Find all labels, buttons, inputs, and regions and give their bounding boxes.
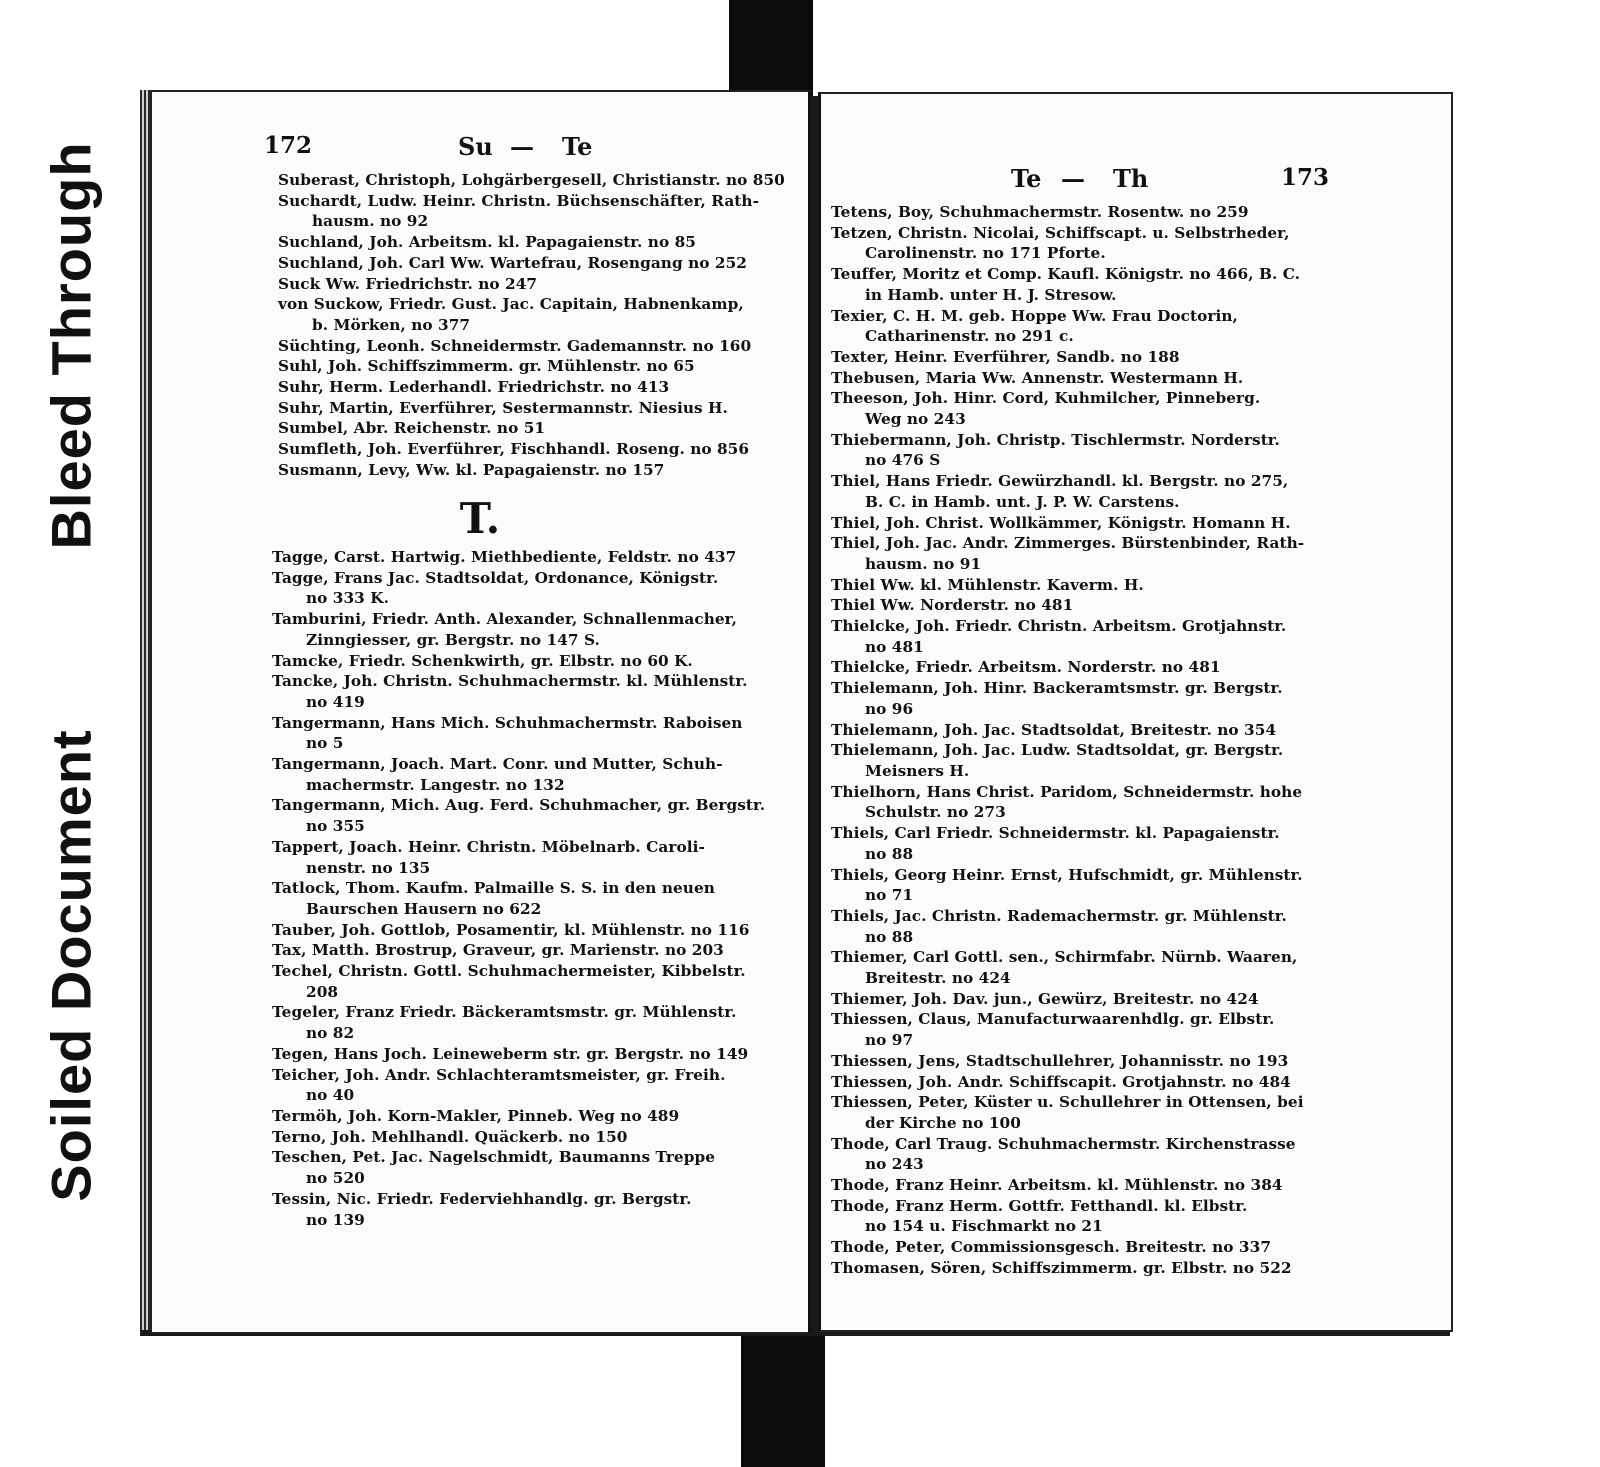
entry-first-line: Thielcke, Joh. Friedr. Christn. Arbeitsm. Grotjahnstr. [831, 617, 1287, 636]
right-running-head [821, 134, 1451, 193]
entry-first-line: von Suckow, Friedr. Gust. Jac. Capitain, Habnenkamp, [278, 295, 744, 314]
entry-first-line: Thiel, Hans Friedr. Gewürzhandl. kl. Bergstr. no 275, [831, 472, 1289, 491]
directory-entry [831, 1175, 1304, 1196]
directory-entry [831, 388, 1304, 429]
directory-entry [831, 720, 1304, 741]
entry-first-line: Tagge, Frans Jac. Stadtsoldat, Ordonance, Königstr. [272, 568, 719, 587]
entry-continuation: b. Mörken, no 377 [312, 315, 471, 334]
entry-first-line: Thomasen, Sören, Schiffszimmerm. gr. Elbstr. no 522 [831, 1258, 1292, 1277]
entry-first-line: Thiels, Georg Heinr. Ernst, Hufschmidt, gr. Mühlenstr. [831, 865, 1303, 884]
entry-first-line: Suberast, Christoph, Lohgärbergesell, Christianstr. no 850 [278, 171, 785, 189]
entry-first-line: Tessin, Nic. Friedr. Federviehhandlg. gr. Bergstr. [272, 1189, 692, 1208]
entry-first-line: Thiessen, Claus, Manufacturwaarenhdlg. gr. Elbstr. [831, 1010, 1275, 1029]
directory-entry [278, 356, 785, 377]
entry-continuation: no 520 [306, 1169, 365, 1188]
entry-first-line: Thiebermann, Joh. Christp. Tischlermstr. Norderstr. [831, 430, 1280, 449]
entry-continuation: Baurschen Hausern no 622 [306, 899, 542, 918]
left-entries-t [272, 547, 765, 1230]
entry-first-line: Tauber, Joh. Gottlob, Posamentir, kl. Mühlenstr. no 116 [272, 920, 750, 939]
entry-first-line: Suhr, Herm. Lederhandl. Friedrichstr. no 413 [278, 378, 670, 397]
directory-entry [831, 906, 1304, 947]
entry-first-line: Tangermann, Hans Mich. Schuhmachermstr. Raboisen [272, 713, 743, 732]
entry-continuation: no 40 [306, 1086, 355, 1105]
entry-continuation: Breitestr. no 424 [865, 969, 1011, 988]
directory-entry [831, 947, 1304, 988]
directory-entry [831, 1072, 1304, 1093]
entry-first-line: Sumbel, Abr. Reichenstr. no 51 [278, 419, 546, 438]
directory-entry [278, 253, 785, 274]
entry-first-line: Thebusen, Maria Ww. Annenstr. Westermann H. [831, 368, 1244, 387]
bleed-through-label [0, 95, 142, 595]
directory-entry [278, 191, 785, 232]
directory-entry [831, 513, 1304, 534]
entry-first-line: Tagge, Carst. Hartwig. Miethbediente, Feldstr. no 437 [272, 548, 737, 566]
entry-continuation: no 476 S [865, 451, 941, 470]
entry-continuation: hausm. no 91 [865, 554, 982, 573]
entry-first-line: Techel, Christn. Gottl. Schuhmachermeister, Kibbelstr. [272, 962, 746, 981]
entry-first-line: Sumfleth, Joh. Everführer, Fischhandl. Roseng. no 856 [278, 440, 750, 459]
directory-entry [831, 678, 1304, 719]
entry-first-line: Thielemann, Joh. Hinr. Backeramtsmstr. gr. Bergstr. [831, 679, 1283, 698]
directory-entry [278, 377, 785, 398]
entry-continuation: Meisners H. [865, 761, 970, 780]
left-entries-su [278, 170, 785, 481]
entry-first-line: Teuffer, Moritz et Comp. Kaufl. Königstr. no 466, B. C. [831, 265, 1301, 284]
directory-entry [831, 657, 1304, 678]
soiled-document-text: Soiled Document [39, 728, 103, 1202]
entry-first-line: Thielcke, Friedr. Arbeitsm. Norderstr. no 481 [831, 658, 1221, 677]
entry-first-line: Suck Ww. Friedrichstr. no 247 [278, 274, 538, 293]
directory-entry [278, 274, 785, 295]
entry-first-line: Thielemann, Joh. Jac. Stadtsoldat, Breitestr. no 354 [831, 720, 1277, 739]
directory-entry [831, 595, 1304, 616]
entry-continuation: Schulstr. no 273 [865, 803, 1006, 822]
entry-first-line: Thiel Ww. Norderstr. no 481 [831, 596, 1074, 615]
entry-continuation: in Hamb. unter H. J. Stresow. [865, 285, 1117, 304]
directory-entry [278, 460, 785, 481]
entry-first-line: Thode, Franz Herm. Gottfr. Fetthandl. kl. Elbstr. [831, 1196, 1248, 1215]
directory-entry [831, 1051, 1304, 1072]
right-head-dash: — [1061, 164, 1085, 193]
soiled-document-label [0, 690, 142, 1240]
entry-first-line: Thiel, Joh. Christ. Wollkämmer, Königstr. Homann H. [831, 513, 1291, 532]
section-letter: T. [459, 494, 501, 543]
entry-first-line: Tangermann, Mich. Aug. Ferd. Schuhmacher, gr. Bergstr. [272, 796, 766, 815]
directory-entry [278, 418, 785, 439]
entry-continuation: no 154 u. Fischmarkt no 21 [865, 1217, 1103, 1236]
entry-continuation: no 419 [306, 692, 365, 711]
entry-first-line: Tatlock, Thom. Kaufm. Palmaille S. S. in den neuen [272, 879, 715, 898]
entry-continuation: machermstr. Langestr. no 132 [306, 775, 565, 794]
entry-first-line: Thielhorn, Hans Christ. Paridom, Schneidermstr. hohe [831, 782, 1303, 801]
entry-first-line: Tetzen, Christn. Nicolai, Schiffscapt. u. Selbstrheder, [831, 223, 1290, 242]
directory-entry [831, 347, 1304, 368]
directory-entry [831, 264, 1304, 305]
entry-continuation: Catharinenstr. no 291 c. [865, 327, 1074, 346]
entry-continuation: no 97 [865, 1031, 914, 1050]
directory-entry [831, 1134, 1304, 1175]
directory-entry [272, 609, 765, 650]
directory-entry [278, 336, 785, 357]
entry-first-line: Thiel Ww. kl. Mühlenstr. Kaverm. H. [831, 575, 1144, 594]
directory-entry [831, 223, 1304, 264]
entry-continuation: Zinngiesser, gr. Bergstr. no 147 S. [306, 630, 600, 649]
right-head-word-end: Th [1113, 164, 1149, 193]
entry-continuation: no 333 K. [306, 589, 389, 608]
entry-continuation: Weg no 243 [865, 410, 966, 429]
entry-first-line: Terno, Joh. Mehlhandl. Quäckerb. no 150 [272, 1127, 628, 1146]
entry-first-line: Tegeler, Franz Friedr. Bäckeramtsmstr. gr. Mühlenstr. [272, 1003, 737, 1022]
directory-entry [272, 1044, 765, 1065]
entry-first-line: Thode, Carl Traug. Schuhmachermstr. Kirchenstrasse [831, 1134, 1296, 1153]
entry-first-line: Suhl, Joh. Schiffszimmerm. gr. Mühlenstr. no 65 [278, 357, 695, 376]
directory-entry [278, 398, 785, 419]
entry-continuation: hausm. no 92 [312, 212, 429, 231]
right-page-number: 173 [1281, 164, 1330, 191]
spine-bar-bottom [741, 1320, 825, 1467]
directory-entry [831, 616, 1304, 657]
directory-entry [831, 202, 1304, 223]
entry-first-line: Thiels, Carl Friedr. Schneidermstr. kl. Papagaienstr. [831, 824, 1280, 843]
left-head-word-start: Su [458, 132, 493, 161]
directory-entry [831, 740, 1304, 781]
entry-continuation: no 5 [306, 734, 344, 753]
directory-entry [278, 439, 785, 460]
directory-entry [272, 1002, 765, 1043]
directory-entry [831, 306, 1304, 347]
entry-first-line: Texier, C. H. M. geb. Hoppe Ww. Frau Doctorin, [831, 306, 1238, 325]
entry-first-line: Teschen, Pet. Jac. Nagelschmidt, Baumanns Treppe [272, 1148, 715, 1167]
directory-entry [272, 1147, 765, 1188]
directory-entry [278, 170, 785, 191]
entry-first-line: Thiels, Jac. Christn. Rademachermstr. gr. Mühlenstr. [831, 906, 1287, 925]
directory-entry [272, 547, 765, 568]
entry-continuation: no 139 [306, 1210, 365, 1229]
entry-continuation: B. C. in Hamb. unt. J. P. W. Carstens. [865, 492, 1180, 511]
left-page [150, 90, 811, 1334]
directory-entry [272, 1106, 765, 1127]
left-head-dash: — [510, 132, 534, 161]
directory-entry [272, 713, 765, 754]
entry-first-line: Tetens, Boy, Schuhmachermstr. Rosentw. no 259 [831, 203, 1249, 221]
entry-first-line: Thiessen, Joh. Andr. Schiffscapit. Grotjahnstr. no 484 [831, 1072, 1291, 1091]
right-page [818, 92, 1453, 1332]
directory-entry [831, 1196, 1304, 1237]
entry-first-line: Thode, Peter, Commissionsgesch. Breitestr. no 337 [831, 1238, 1272, 1257]
directory-entry [272, 961, 765, 1002]
directory-entry [272, 671, 765, 712]
left-head-word-end: Te [562, 132, 593, 161]
entry-first-line: Tax, Matth. Brostrup, Graveur, gr. Marienstr. no 203 [272, 941, 724, 960]
entry-continuation: no 355 [306, 817, 365, 836]
entry-continuation: no 82 [306, 1024, 355, 1043]
entry-first-line: Theeson, Joh. Hinr. Cord, Kuhmilcher, Pinneberg. [831, 389, 1261, 408]
directory-entry [831, 865, 1304, 906]
directory-entry [831, 1009, 1304, 1050]
entry-first-line: Tancke, Joh. Christn. Schuhmachermstr. kl. Mühlenstr. [272, 672, 748, 691]
entry-first-line: Texter, Heinr. Everführer, Sandb. no 188 [831, 347, 1180, 366]
directory-entry [831, 533, 1304, 574]
entry-first-line: Thiemer, Carl Gottl. sen., Schirmfabr. Nürnb. Waaren, [831, 948, 1298, 967]
directory-entry [272, 940, 765, 961]
bleed-through-text: Bleed Through [39, 140, 103, 550]
directory-entry [831, 1237, 1304, 1258]
directory-entry [831, 471, 1304, 512]
right-head-word-start: Te [1011, 164, 1042, 193]
entry-first-line: Thiel, Joh. Jac. Andr. Zimmerges. Bürstenbinder, Rath- [831, 534, 1305, 553]
directory-entry [831, 430, 1304, 471]
directory-entry [272, 837, 765, 878]
entry-first-line: Tamcke, Friedr. Schenkwirth, gr. Elbstr. no 60 K. [272, 651, 693, 670]
directory-entry [272, 651, 765, 672]
entry-first-line: Thode, Franz Heinr. Arbeitsm. kl. Mühlenstr. no 384 [831, 1176, 1283, 1195]
entry-first-line: Thiemer, Joh. Dav. jun., Gewürz, Breitestr. no 424 [831, 989, 1259, 1008]
right-entries-te-th [831, 202, 1304, 1279]
directory-entry [272, 1189, 765, 1230]
entry-first-line: Susmann, Levy, Ww. kl. Papagaienstr. no 157 [278, 460, 665, 479]
directory-entry [831, 368, 1304, 389]
directory-entry [272, 920, 765, 941]
entry-continuation: no 88 [865, 844, 914, 863]
entry-continuation: no 481 [865, 637, 924, 656]
entry-continuation: nenstr. no 135 [306, 858, 431, 877]
directory-entry [272, 878, 765, 919]
directory-entry [272, 795, 765, 836]
directory-entry [272, 568, 765, 609]
entry-continuation: der Kirche no 100 [865, 1113, 1021, 1132]
left-running-head [152, 132, 808, 168]
directory-entry [278, 294, 785, 335]
entry-first-line: Suchland, Joh. Carl Ww. Wartefrau, Rosengang no 252 [278, 253, 747, 272]
entry-continuation: Carolinenstr. no 171 Pforte. [865, 244, 1106, 263]
entry-first-line: Thiessen, Peter, Küster u. Schullehrer in Ottensen, bei [831, 1093, 1304, 1112]
directory-entry [831, 575, 1304, 596]
directory-entry [272, 1127, 765, 1148]
directory-entry [272, 1065, 765, 1106]
entry-first-line: Tappert, Joach. Heinr. Christn. Möbelnarb. Caroli- [272, 837, 705, 856]
entry-first-line: Tamburini, Friedr. Anth. Alexander, Schnallenmacher, [272, 610, 738, 629]
entry-continuation: no 71 [865, 886, 914, 905]
entry-first-line: Suchardt, Ludw. Heinr. Christn. Büchsenschäfter, Rath- [278, 191, 759, 210]
entry-first-line: Tegen, Hans Joch. Leineweberm str. gr. Bergstr. no 149 [272, 1044, 749, 1063]
entry-first-line: Süchting, Leonh. Schneidermstr. Gademannstr. no 160 [278, 336, 752, 355]
entry-first-line: Teicher, Joh. Andr. Schlachteramtsmeister, gr. Freih. [272, 1065, 726, 1084]
directory-entry [831, 989, 1304, 1010]
directory-entry [831, 782, 1304, 823]
directory-entry [272, 754, 765, 795]
entry-continuation: no 88 [865, 927, 914, 946]
entry-first-line: Termöh, Joh. Korn-Makler, Pinneb. Weg no 489 [272, 1106, 680, 1125]
directory-entry [831, 1258, 1304, 1279]
entry-first-line: Suchland, Joh. Arbeitsm. kl. Papagaienstr. no 85 [278, 233, 696, 252]
directory-entry [278, 232, 785, 253]
entry-first-line: Thielemann, Joh. Jac. Ludw. Stadtsoldat, gr. Bergstr. [831, 741, 1284, 760]
left-page-number: 172 [264, 132, 313, 159]
directory-entry [831, 823, 1304, 864]
entry-continuation: no 96 [865, 699, 914, 718]
directory-entry [831, 1092, 1304, 1133]
entry-continuation: no 243 [865, 1155, 924, 1174]
entry-continuation: 208 [306, 982, 339, 1001]
entry-first-line: Tangermann, Joach. Mart. Conr. und Mutter, Schuh- [272, 755, 723, 774]
entry-first-line: Thiessen, Jens, Stadtschullehrer, Johannisstr. no 193 [831, 1051, 1289, 1070]
entry-first-line: Suhr, Martin, Everführer, Sestermannstr. Niesius H. [278, 398, 728, 417]
